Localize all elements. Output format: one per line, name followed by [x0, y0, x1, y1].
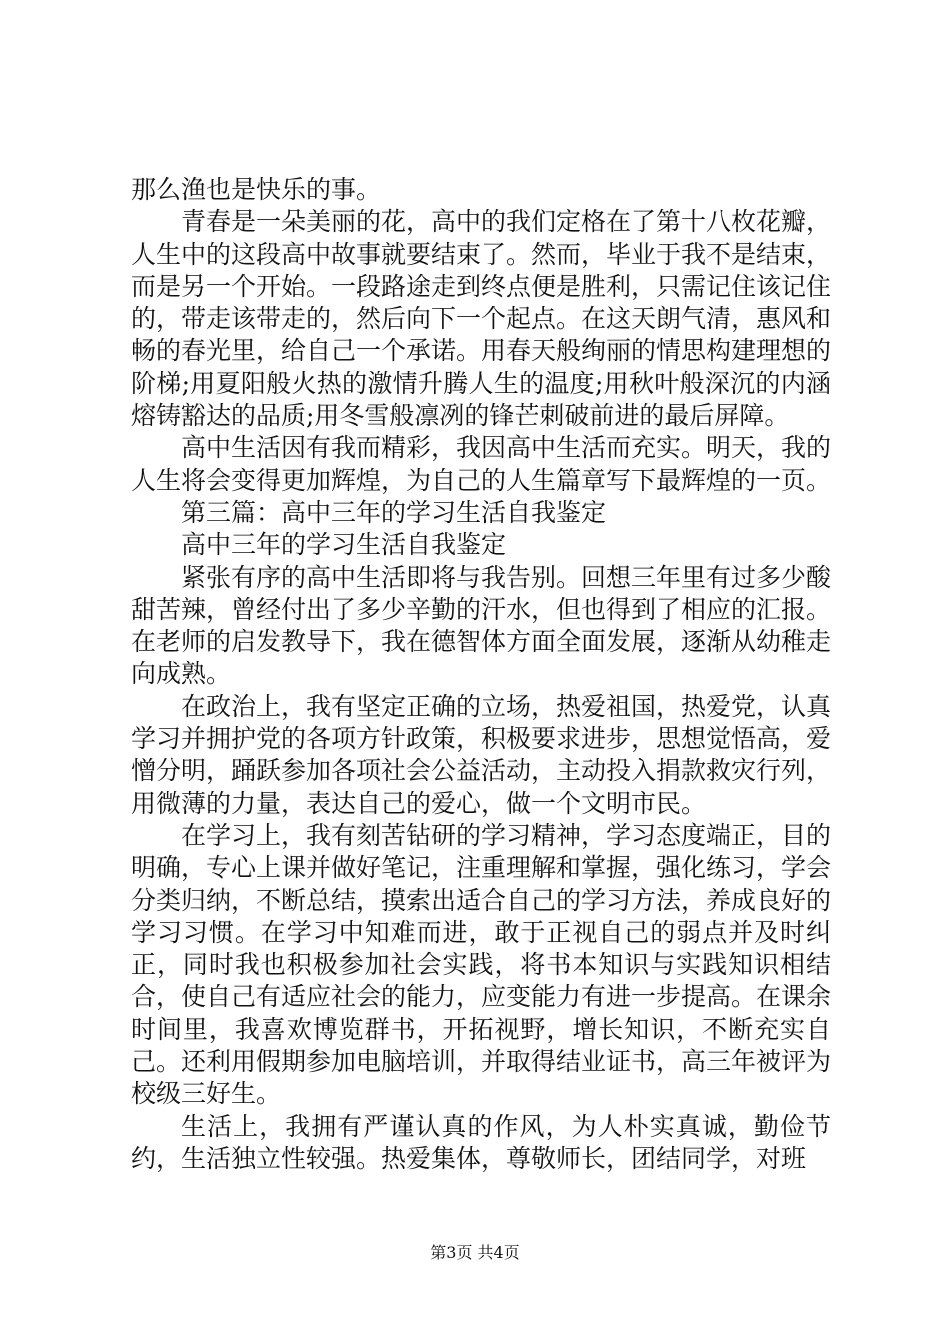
paragraph-continuation: 那么渔也是快乐的事。: [131, 175, 382, 204]
section-title: 高中三年的学习生活自我鉴定: [181, 530, 507, 560]
paragraph-intro: 紧张有序的高中生活即将与我告别。回想三年里有过多少酸甜苦辣，曾经付出了多少辛勤的汗水，但也得到了相应的汇报。在老师的启发教导下，我在德智体方面全面发展，逐渐从幼稚走向成熟。: [131, 562, 832, 689]
paragraph-study: 在学习上，我有刻苦钻研的学习精神，学习态度端正，目的明确，专心上课并做好笔记，注重理解和掌握，强化练习，学会分类归纳，不断总结，摸索出适合自己的学习方法，养成良好的学习习惯。在学习中知难而进，敢于正视自己的弱点并及时纠正，同时我也积极参加社会实践，将书本知识与实践知识相结合，使自己有适应社会的能力，应变能力有进一步提高。在课余时间里，我喜欢博览群书，开拓视野，增长知识，不断充实自己。还利用假期参加电脑培训，并取得结业证书，高三年被评为校级三好生。: [131, 820, 832, 1109]
paragraph-politics: 在政治上，我有坚定正确的立场，热爱祖国，热爱党，认真学习并拥护党的各项方针政策，积极要求进步，思想觉悟高，爱憎分明，踊跃参加各项社会公益活动，主动投入捐款救灾行列，用微薄的力量，表达自己的爱心，做一个文明市民。: [131, 691, 832, 818]
page-footer: 第3页 共4页: [430, 1243, 520, 1262]
section-heading: 第三篇：高中三年的学习生活自我鉴定: [181, 497, 607, 527]
paragraph-high-school-life: 高中生活因有我而精彩，我因高中生活而充实。明天，我的人生将会变得更加辉煌，为自己的人生篇章写下最辉煌的一页。: [131, 433, 832, 495]
paragraph-youth: 青春是一朵美丽的花，高中的我们定格在了第十八枚花瓣，人生中的这段高中故事就要结束了。然而，毕业于我不是结束，而是另一个开始。一段路途走到终点便是胜利，只需记住该记住的，带走该带走的，然后向下一个起点。在这天朗气清，惠风和畅的春光里，给自己一个承诺。用春天般绚丽的情思构建理想的阶梯;用夏阳般火热的激情升腾人生的温度;用秋叶般深沉的内涵熔铸豁达的品质;用冬雪般凛冽的锋芒刺破前进的最后屏障。: [131, 207, 832, 431]
document-body: [131, 174, 831, 1175]
paragraph-life: 生活上，我拥有严谨认真的作风，为人朴实真诚，勤俭节约，生活独立性较强。热爱集体，尊敬师长，团结同学，对班: [131, 1111, 831, 1173]
